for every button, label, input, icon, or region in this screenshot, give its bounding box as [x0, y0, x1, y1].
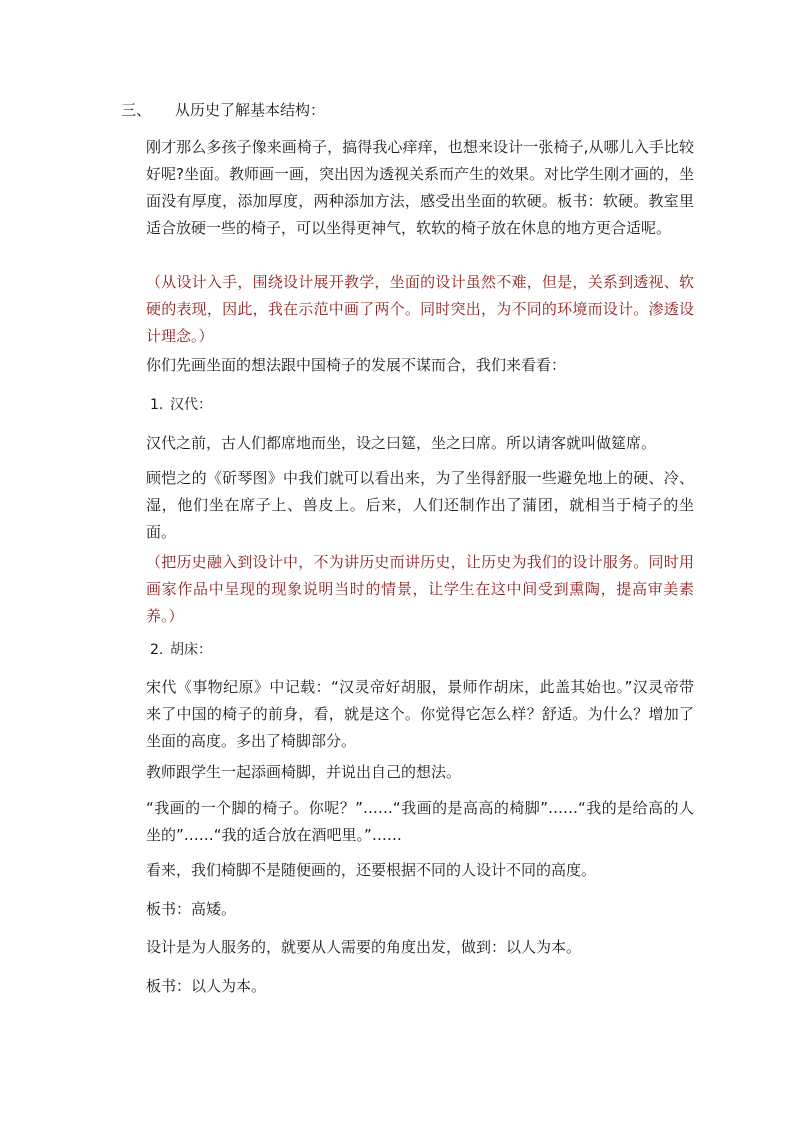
section-number: 三、 — [121, 101, 152, 119]
section-title: 从历史了解基本结构： — [175, 101, 326, 119]
board-note-people-oriented: 板书：以人为本。 — [146, 977, 267, 995]
paragraph-draw-legs: 教师跟学生一起添画椅脚，并说出自己的想法。 — [146, 763, 462, 781]
teaching-note-design: （从设计入手，围绕设计展开教学，坐面的设计虽然不难，但是，关系到透视、软硬的表现，因此，我在示范中画了两个。同时突出，为不同的环境而设计。渗透设计理念。） — [146, 273, 694, 345]
paragraph-sitting-on-floor: 汉代之前，古人们都席地而坐，设之曰筵，坐之曰席。所以请客就叫做筵席。 — [146, 434, 657, 452]
list-number: 1. — [150, 397, 164, 413]
list-number: 2. — [150, 642, 164, 658]
board-note-height: 板书：高矮。 — [146, 900, 237, 918]
paragraph-chinese-chair-history: 你们先画坐面的想法跟中国椅子的发展不谋而合，我们来看看： — [146, 356, 567, 374]
paragraph-seat-design: 刚才那么多孩子像来画椅子，搞得我心痒痒，也想来设计一张椅子,从哪儿入手比较好呢?坐面。教师画一画，突出因为透视关系而产生的效果。对比学生刚才画的，坐面没有厚度，添加厚度，两种添加方法，感受出坐面的软硬。板书：软硬。教室里适合放硬一些的椅子，可以坐得更神气，软软的椅子放在休息的地方更合适呢。 — [146, 138, 694, 237]
section-heading — [121, 99, 325, 121]
paragraph-leg-height: 看来，我们椅脚不是随便画的，还要根据不同的人设计不同的高度。 — [146, 861, 597, 879]
list-item-han-dynasty — [150, 394, 212, 416]
list-label: 胡床： — [170, 642, 212, 658]
list-label: 汉代： — [170, 397, 212, 413]
paragraph-student-quotes: “我画的一个脚的椅子。你呢？”……“我画的是高高的椅脚”……“我的是给高的人坐的”……“我的适合放在酒吧里。”…… — [146, 799, 694, 844]
paragraph-song-record: 宋代《事物纪原》中记载：“汉灵帝好胡服，景师作胡床，此盖其始也。”汉灵帝带来了中国的椅子的前身，看，就是这个。你觉得它怎么样？舒适。为什么？增加了坐面的高度。多出了椅脚部分。 — [146, 678, 694, 750]
paragraph-people-oriented: 设计是为人服务的，就要从人需要的角度出发，做到：以人为本。 — [146, 938, 582, 956]
teaching-note-history: （把历史融入到设计中，不为讲历史而讲历史，让历史为我们的设计服务。同时用画家作品中呈现的现象说明当时的情景，让学生在这中间受到熏陶，提高审美素养。） — [146, 553, 694, 625]
paragraph-painting-reference: 顾恺之的《斫琴图》中我们就可以看出来，为了坐得舒服一些避免地上的硬、冷、湿，他们坐在席子上、兽皮上。后来，人们还制作出了蒲团，就相当于椅子的坐面。 — [146, 469, 694, 541]
list-item-hu-chuang — [150, 639, 212, 661]
